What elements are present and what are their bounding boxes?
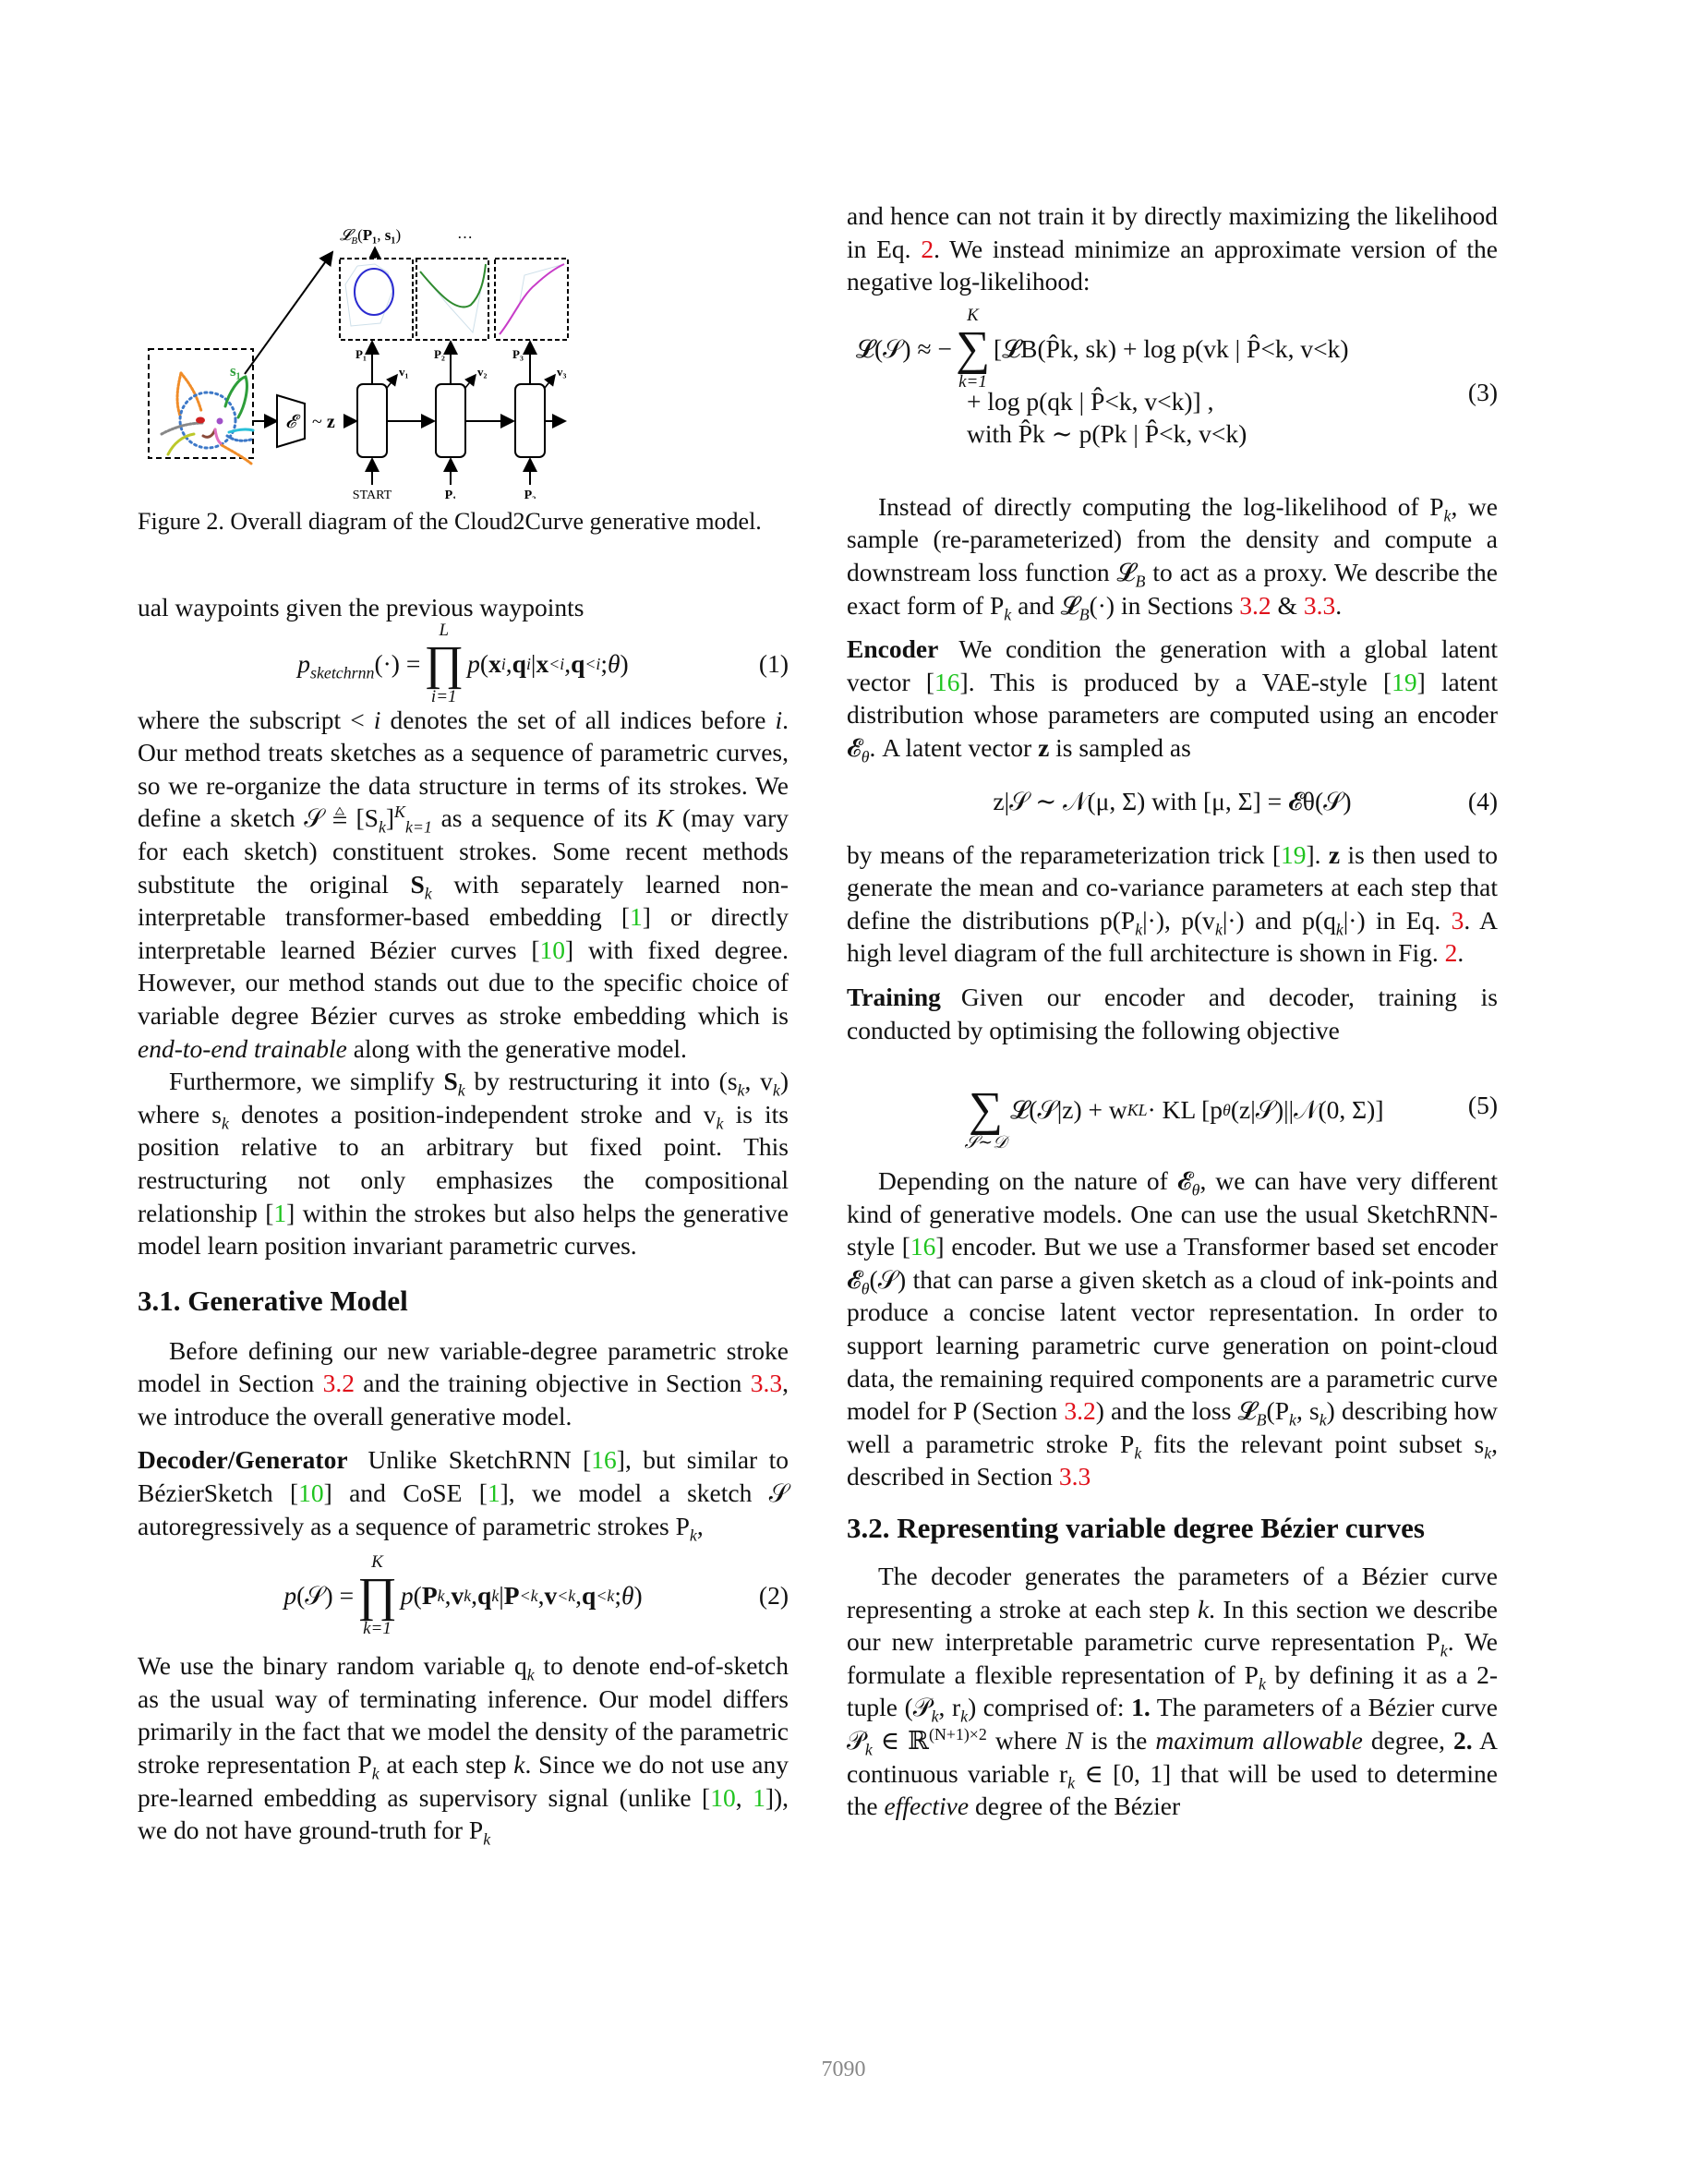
cloud2curve-architecture-diagram xyxy=(139,194,785,499)
citation-link[interactable]: 1 xyxy=(753,1782,765,1812)
equation-number: (3) xyxy=(1467,377,1498,406)
section-heading-3-2: 3.2. Representing variable degree Bézier curves xyxy=(847,1512,1425,1545)
section-heading-3-1: 3.1. Generative Model xyxy=(138,1284,408,1317)
paragraph-heading: Decoder/Generator xyxy=(138,1445,348,1475)
paragraph: and hence can not train it by directly maximizing the likelihood in Eq. 2. We instead minimize an approximate version of the negative log-likelihood: xyxy=(847,201,1498,296)
paragraph: Furthermore, we simplify $S_k$ by restructuring it into ($s_k$, $v_k$) where $s_k$ denotes a position-independent stroke and $v_k$ is its position relative to an arbitrary but fixed point. This restructuring not only emphasizes the compositional relationship [1] within the strokes but also helps the generative model learn position invariant parametric curves. xyxy=(138,1067,789,1261)
encoder-label: 𝓔 xyxy=(285,412,296,432)
figure-2-diagram xyxy=(139,194,785,499)
sketch-stroke-label: s₁ xyxy=(230,362,241,380)
equation-5: ∑ 𝒮∼𝒟 𝓛(𝒮|z) + w KL · KL [p θ (z|𝒮)||𝒩(0, Σ)] (5) xyxy=(964,1083,1498,1153)
paragraph-heading: Training xyxy=(847,982,941,1011)
equation-number: (1) xyxy=(758,648,789,678)
equation-link[interactable]: 3 xyxy=(1451,905,1464,935)
step-position-1: v₁ xyxy=(399,365,409,379)
paragraph: Before defining our new variable-degree parametric stroke model in Section 3.2 and the training objective in Section 3.3, we introduce the overall generative model. xyxy=(138,1335,789,1430)
page-number: 7090 xyxy=(821,2057,866,2081)
equation-number: (5) xyxy=(1467,1091,1498,1120)
step-input-1: START xyxy=(352,489,392,499)
section-link[interactable]: 3.3 xyxy=(750,1369,783,1398)
latent-label: ~ z xyxy=(312,412,335,432)
step-position-3: v₃ xyxy=(557,365,567,379)
paragraph: Decoder/Generator Unlike SketchRNN [16], but similar to BézierSketch [10] and CoSE [1], we model a sketch 𝒮 autoregressively as a sequence of parametric strokes $P_k$, xyxy=(138,1445,789,1545)
citation-link[interactable]: 1 xyxy=(273,1198,287,1227)
equation-3: 𝓛(𝒮) ≈ − K ∑ k=1 [𝓛B(P̂k, sk) + log p(vk | P̂<k, v<k) + log p(qk | P̂<k, v<k)] , with P̂k ∼ p(Pk | P̂<k, v<k) (3) xyxy=(856,305,1498,449)
citation-link[interactable]: 16 xyxy=(934,667,960,696)
step-output-2: P₂ xyxy=(434,347,445,361)
figure-link[interactable]: 2 xyxy=(1444,938,1458,968)
right-column xyxy=(847,199,1498,1823)
equation-link[interactable]: 2 xyxy=(921,234,934,263)
paragraph: by means of the reparameterization trick [19]. z is then used to generate the mean and co-variance parameters at each step that define the distributions $p(P_k|\cdot)$, $p(v_k|\cdot)$ and $p(q_k|\cdot)$ in Eq. 3. A high level diagram of the full architecture is shown in Fig. 2. xyxy=(847,839,1499,968)
equation-number: (2) xyxy=(758,1581,789,1611)
step-input-3: P₂ xyxy=(524,489,536,499)
paragraph-heading: Encoder xyxy=(847,634,939,664)
paragraph: We use the binary random variable $q_k$ to denote end-of-sketch as the usual way of terminating inference. Our model differs primarily in the fact that we model the density of the parametric stroke representation $P_k$ at each step k. Since we do not use any pre-learned embedding as supervisory signal (unlike [10, 1]), we do not have ground-truth for $P_k$ xyxy=(138,1651,789,1849)
section-link[interactable]: 3.3 xyxy=(1058,1462,1091,1491)
loss-label: 𝓛$_B$(P₁, s₁) xyxy=(340,226,402,247)
section-link[interactable]: 3.3 xyxy=(1303,590,1336,620)
citation-link[interactable]: 16 xyxy=(910,1232,936,1261)
step-position-2: v₂ xyxy=(477,365,488,379)
section-link[interactable]: 3.2 xyxy=(1064,1396,1096,1426)
section-link[interactable]: 3.2 xyxy=(322,1369,355,1398)
citation-link[interactable]: 10 xyxy=(298,1478,324,1508)
equation-1: $p_{sketchrnn}$ (·) = L ∏ i=1 p ( x i , q i | x <i , q <i ; θ ) (1) xyxy=(297,620,789,706)
figure-caption: Figure 2. Overall diagram of the Cloud2Curve generative model. xyxy=(138,508,762,535)
paragraph: where the subscript < i denotes the set of all indices before i. Our method treats sketches as a sequence of parametric curves, so we re-organize the data structure in terms of its strokes. We define a sketch 𝒮 ≜ $[S_k]^K_{k=1}$ as a sequence of its K (may vary for each sketch) constituent strokes. Some recent methods substitute the original $S_k$ with separately learned non-interpretable transformer-based embedding [1] or directly interpretable learned Bézier curves [10] with fixed degree. However, our method stands out due to the specific choice of variable degree Bézier curves as stroke embedding which is end-to-end trainable along with the generative model. xyxy=(138,705,789,1063)
equation-2: p (𝒮) = K ∏ k=1 p ( P k , v k , q k | P <k , v <k , q <k ; θ ) (2) xyxy=(283,1552,789,1639)
ellipsis: … xyxy=(457,224,473,242)
equation-4: z|𝒮 ∼ 𝒩(μ, Σ) with [μ, Σ] = 𝓔θ(𝒮) (4) xyxy=(847,765,1498,839)
paragraph: Encoder We condition the generation with a global latent vector [16]. This is produced by a VAE-style [19] latent distribution whose parameters are computed using an encoder 𝓔$_\theta$. A latent vector z is sampled as xyxy=(847,634,1498,766)
section-link[interactable]: 3.2 xyxy=(1239,590,1271,620)
citation-link[interactable]: 1 xyxy=(630,902,643,932)
equation-number: (4) xyxy=(1467,786,1498,815)
paragraph: Training Given our encoder and decoder, training is conducted by optimising the following objective xyxy=(847,982,1498,1044)
citation-link[interactable]: 10 xyxy=(710,1782,736,1812)
paragraph: Instead of directly computing the log-likelihood of $P_k$, we sample (re-parameterized) from the density and compute a downstream loss function 𝓛$_B$ to act as a proxy. We describe the exact form of $P_k$ and 𝓛$_B$(·) in Sections 3.2 & 3.3. xyxy=(847,491,1499,624)
citation-link[interactable]: 16 xyxy=(591,1445,617,1475)
citation-link[interactable]: 19 xyxy=(1281,839,1307,869)
citation-link[interactable]: 1 xyxy=(487,1478,500,1508)
paragraph: The decoder generates the parameters of a Bézier curve representing a stroke at each step k. In this section we describe our new interpretable parametric curve representation $P_k$. We formulate a flexible representation of $P_k$ by defining it as a 2-tuple (𝒫$_k$, $r_k$) comprised of: 1. The parameters of a Bézier curve 𝒫$_k$ ∈ ℝ$^{(N+1)\times 2}$ where N is the maximum allowable degree, 2. A continuous variable $r_k$ ∈ [0, 1] that will be used to determine the effective degree of the Bézier xyxy=(847,1562,1499,1821)
paragraph: Depending on the nature of 𝓔$_\theta$, we can have very different kind of generative models. One can use the usual SketchRNN-style [16] encoder. But we use a Transformer based set encoder 𝓔$_\theta$(𝒮) that can parse a given sketch as a cloud of ink-points and produce a concise latent vector representation. In order to support learning parametric curve generation on point-cloud data, the remaining required components are a parametric curve model for P (Section 3.2) and the loss $𝓛_B(P_k$, $s_k$) describing how well a parametric stroke $P_k$ fits the relevant point subset $s_k$, described in Section 3.3 xyxy=(847,1166,1499,1491)
citation-link[interactable]: 10 xyxy=(539,935,566,964)
citation-link[interactable]: 19 xyxy=(1392,667,1417,696)
step-output-3: P₃ xyxy=(512,347,524,361)
step-input-2: P₁ xyxy=(444,489,457,499)
intro-line: ual waypoints given the previous waypoints xyxy=(138,593,584,621)
step-output-1: P₁ xyxy=(355,347,367,361)
left-column xyxy=(138,591,789,1847)
